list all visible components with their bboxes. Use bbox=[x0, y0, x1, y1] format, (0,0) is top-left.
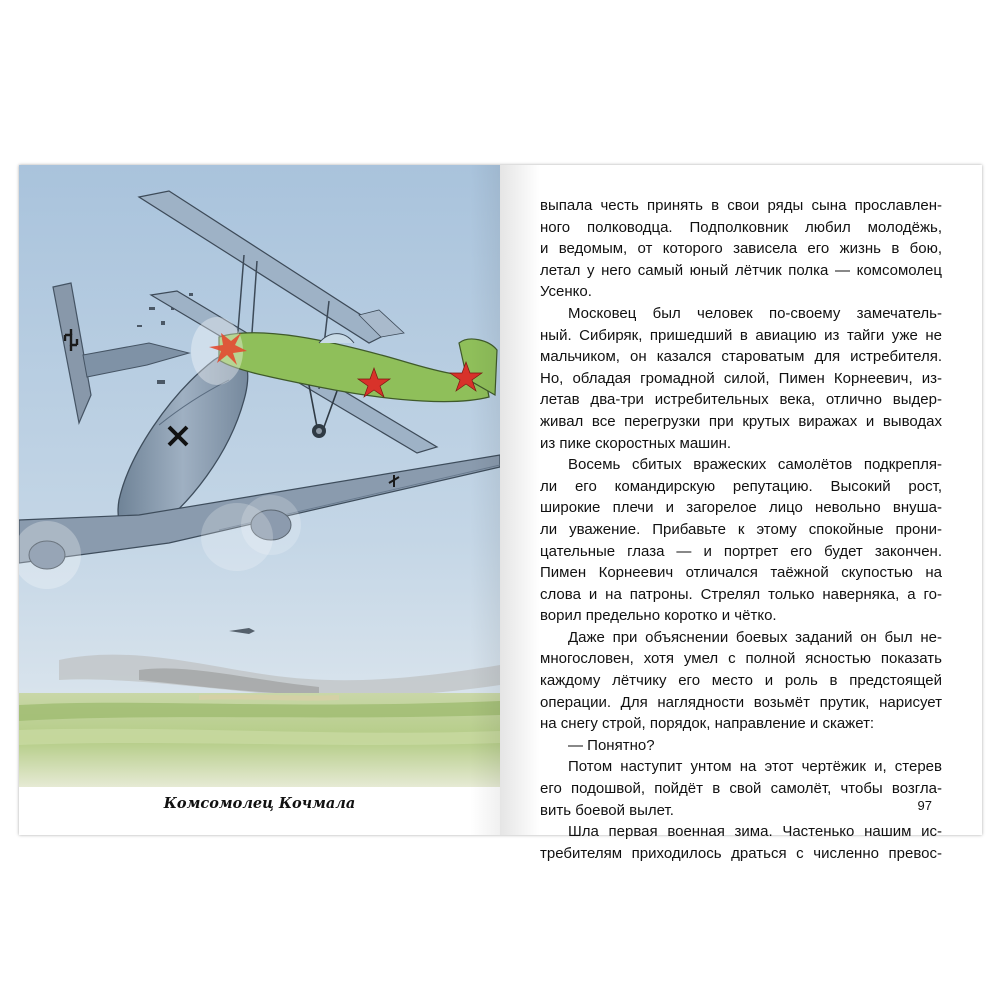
text-line: летал у него самый юный лётчик полка — комсомолец bbox=[540, 261, 942, 279]
text-line: ворил предельно коротко и чётко. bbox=[540, 607, 777, 625]
left-page bbox=[19, 165, 500, 835]
text-line: операции. Для наглядности возьмёт прутик, нарисует bbox=[540, 693, 942, 711]
right-page bbox=[500, 165, 982, 862]
body-text bbox=[540, 195, 942, 864]
paragraph bbox=[540, 756, 942, 821]
text-line: Усенко. bbox=[540, 283, 592, 301]
paragraph bbox=[540, 454, 942, 627]
text-line: ного полководца. Подполковник любил молодёжь, bbox=[540, 218, 942, 236]
text-line: Московец был человек по-своему замечатель- bbox=[568, 304, 942, 322]
page-number: 97 bbox=[917, 798, 932, 813]
text-line: мальчиком, он казался староватым для истребителя. bbox=[540, 348, 942, 366]
text-line: ный. Сибиряк, пришедший в авиацию из тайги уже не bbox=[540, 326, 942, 344]
text-line: многословен, хотя умел с полной ясностью показать bbox=[540, 650, 942, 668]
illustration bbox=[19, 165, 500, 787]
text-line: живал все перегрузки при крутых виражах и выводах bbox=[540, 412, 942, 430]
text-line: на снегу строй, порядок, направление и скажет: bbox=[540, 715, 875, 733]
text-line: выпала честь принять в свои ряды сына прославлен- bbox=[540, 197, 942, 214]
text-line: каждому лётчику его место и роль в предстоящей bbox=[540, 672, 942, 690]
text-line: ли его командирскую репутацию. Высокий рост, bbox=[540, 477, 942, 495]
text-line: слова и на патроны. Стрелял только наверняка, а го- bbox=[540, 585, 942, 603]
text-line: Пимен Корнеевич отличался таёжной скупостью на bbox=[540, 564, 942, 582]
text-line: Восемь сбитых вражеских самолётов подкрепля- bbox=[568, 456, 942, 474]
text-line: из пике скоростных машин. bbox=[540, 434, 732, 452]
text-line: Шла первая военная зима. Частенько нашим ис- bbox=[568, 823, 942, 841]
text-line: — Понятно? bbox=[568, 736, 655, 754]
paragraph bbox=[540, 821, 942, 864]
text-line: Даже при объяснении боевых заданий он был не- bbox=[568, 628, 942, 646]
text-line: широкие плечи и загорелое лицо невольно внуша- bbox=[540, 499, 942, 517]
text-line: Потом наступит унтом на этот чертёжик и, стерев bbox=[568, 758, 942, 776]
paragraph bbox=[540, 627, 942, 735]
text-line: требителям приходилось драться с численно превос- bbox=[540, 844, 942, 862]
book-spread bbox=[19, 165, 982, 862]
text-line: его подошвой, пойдёт в свой самолёт, чтобы возгла- bbox=[540, 780, 942, 798]
text-line: летав два-три истребительных века, отлично выдер- bbox=[540, 391, 942, 409]
paragraph bbox=[540, 303, 942, 454]
text-line: Но, обладая громадной силой, Пимен Корнеевич, из- bbox=[540, 369, 942, 387]
text-line: цательные глаза — и портрет его будет закончен. bbox=[540, 542, 942, 560]
text-line: ли уважение. Прибавьте к этому спокойные прони- bbox=[540, 520, 942, 538]
illustration-caption: Комсомолец Кочмала bbox=[163, 795, 356, 812]
paragraph bbox=[540, 195, 942, 303]
paragraph bbox=[540, 735, 942, 757]
text-line: вить боевой вылет. bbox=[540, 801, 674, 819]
text-line: и ведомым, от которого зависела его жизнь в бою, bbox=[540, 240, 942, 258]
